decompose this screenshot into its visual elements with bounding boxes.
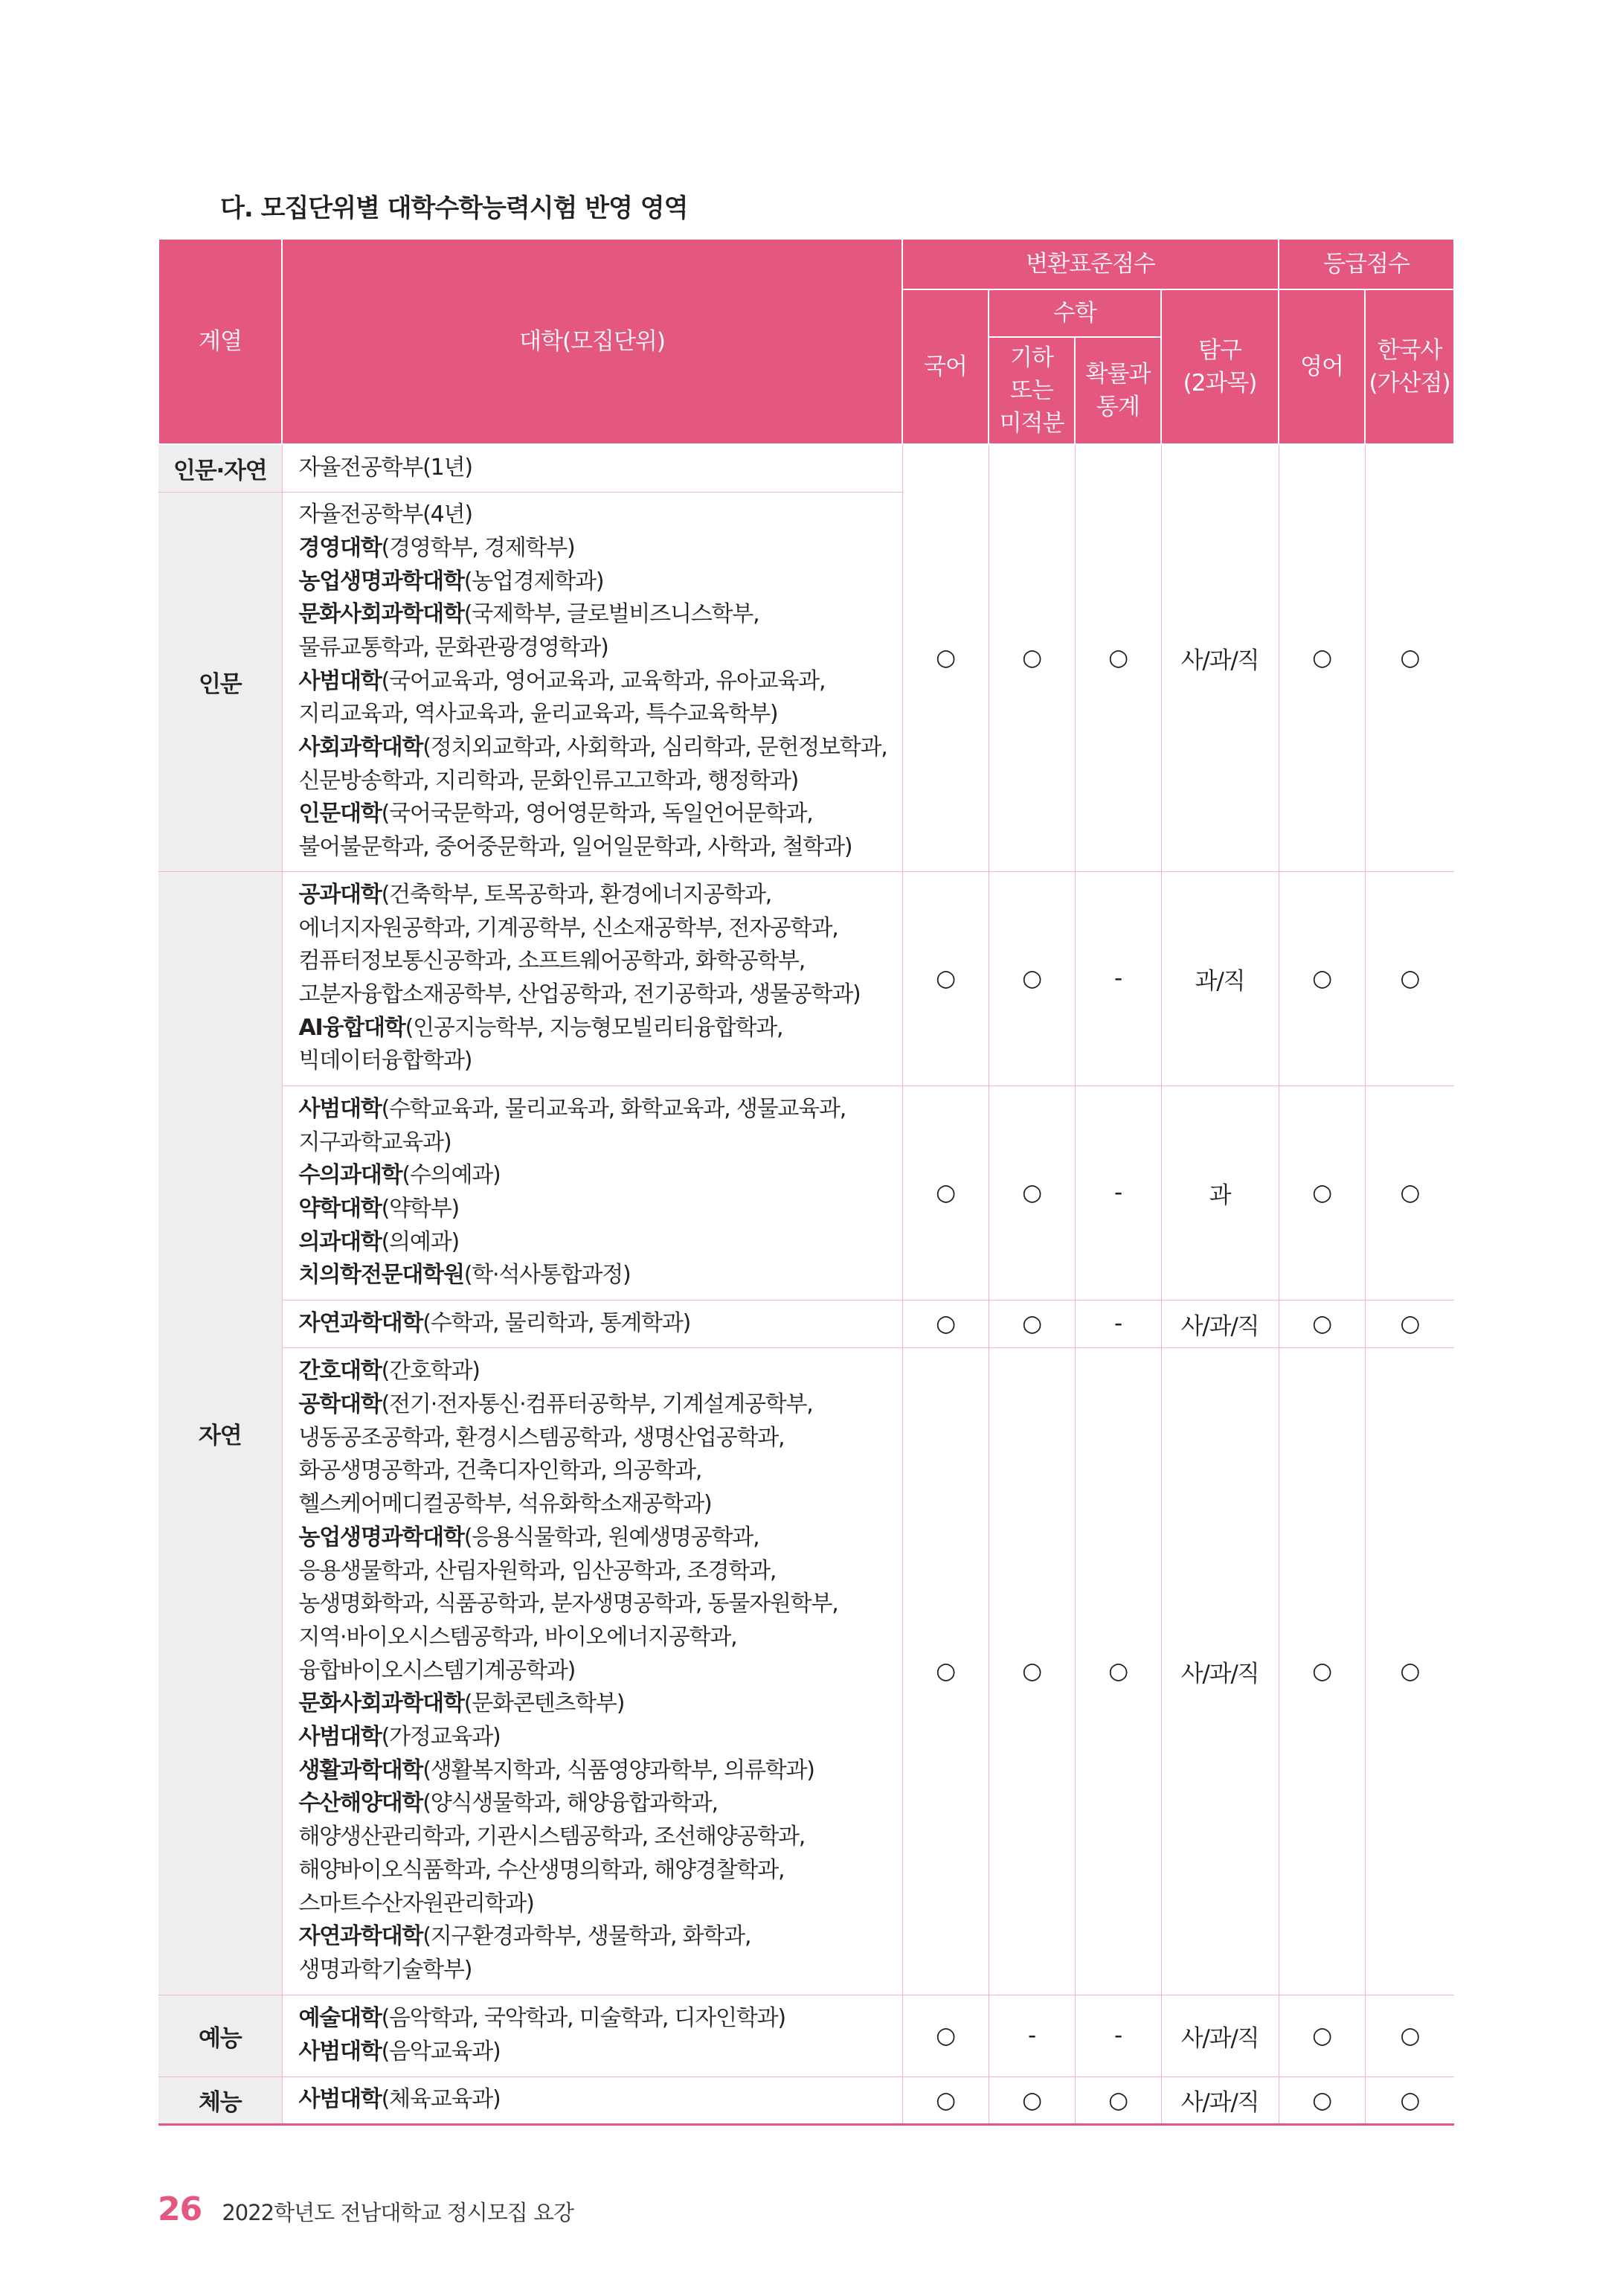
history-mark: ○ xyxy=(1365,1995,1454,2077)
department-list: 융합바이오시스템기계공학과) xyxy=(298,1657,576,1684)
math-geometry-mark: ○ xyxy=(989,444,1075,871)
college-line xyxy=(299,1787,898,1821)
college-line xyxy=(299,1920,898,1954)
header-english: 영어 xyxy=(1279,289,1365,444)
college-line xyxy=(299,2036,898,2069)
college-cell xyxy=(282,2077,902,2124)
inquiry-mark: 사/과/직 xyxy=(1161,1347,1279,1995)
college-name: 경영대학 xyxy=(298,534,382,561)
college-name: 예술대학 xyxy=(298,2005,382,2032)
college-name: 농업생명과학대학 xyxy=(298,568,464,594)
department-list: (지구환경과학부, 생물학과, 화학과, xyxy=(422,1923,751,1950)
header-std-score: 변환표준점수 xyxy=(902,239,1279,289)
college-line xyxy=(299,565,898,599)
table-row xyxy=(158,1995,1454,2077)
math-probability-mark: ○ xyxy=(1075,2077,1161,2124)
college-line xyxy=(299,1307,898,1341)
header-grade-score: 등급점수 xyxy=(1279,239,1454,289)
math-probability-mark: - xyxy=(1075,1086,1161,1300)
inquiry-mark: 과/직 xyxy=(1161,871,1279,1086)
college-name: 농업생명과학대학 xyxy=(298,1524,464,1551)
college-line xyxy=(299,798,898,831)
header-math-probability-line: 통계 xyxy=(1096,394,1140,420)
table-row xyxy=(158,871,1454,1086)
college-line xyxy=(299,452,898,485)
english-mark: ○ xyxy=(1279,1347,1365,1995)
header-math-geometry-line: 기하 xyxy=(1010,344,1053,371)
header-math-probability xyxy=(1075,337,1161,444)
college-name: 문화사회과학대학 xyxy=(298,601,464,628)
history-mark: ○ xyxy=(1365,444,1454,871)
department-list: (간호학과) xyxy=(381,1358,480,1385)
college-name: 수의과대학 xyxy=(298,1162,402,1189)
math-geometry-mark: ○ xyxy=(989,1347,1075,1995)
college-line xyxy=(299,1355,898,1388)
college-cell xyxy=(282,492,902,871)
inquiry-mark: 사/과/직 xyxy=(1161,444,1279,871)
college-name: 인문대학 xyxy=(298,801,382,827)
inquiry-mark: 사/과/직 xyxy=(1161,2077,1279,2124)
header-korean: 국어 xyxy=(902,289,989,444)
department-list: (전기·전자통신·컴퓨터공학부, 기계설계공학부, xyxy=(381,1391,813,1418)
department-list: (가정교육과) xyxy=(381,1724,501,1751)
department-list: 응용생물학과, 산림자원학과, 임산공학과, 조경학과, xyxy=(298,1557,777,1584)
college-name: 사범대학 xyxy=(298,1724,382,1751)
college-line xyxy=(299,1821,898,1854)
college-name: 수산해양대학 xyxy=(298,1790,423,1817)
department-list: (경영학부, 경제학부) xyxy=(381,534,575,561)
college-cell xyxy=(282,871,902,1086)
suneung-reflection-table xyxy=(158,238,1455,2126)
college-line xyxy=(299,1455,898,1488)
department-list: (국어교육과, 영어교육과, 교육학과, 유아교육과, xyxy=(381,667,826,694)
group-cell: 체능 xyxy=(158,2077,282,2124)
history-mark: ○ xyxy=(1365,871,1454,1086)
page-number: 26 xyxy=(158,2190,202,2228)
department-list: 에너지자원공학과, 기계공학부, 신소재공학부, 전자공학과, xyxy=(298,914,838,941)
korean-mark: ○ xyxy=(902,1347,989,1995)
department-list: 자율전공학부(4년) xyxy=(298,501,472,528)
inquiry-mark: 사/과/직 xyxy=(1161,1995,1279,2077)
department-list: (수학교육과, 물리교육과, 화학교육과, 생물교육과, xyxy=(381,1095,846,1122)
college-name: 간호대학 xyxy=(298,1358,382,1385)
math-probability-mark: - xyxy=(1075,1300,1161,1347)
college-line xyxy=(299,1126,898,1160)
header-inquiry-line: (2과목) xyxy=(1183,370,1257,397)
college-line xyxy=(299,1754,898,1788)
department-list: 물류교통학과, 문화관광경영학과) xyxy=(298,634,608,661)
footer-doc-title: 2022학년도 전남대학교 정시모집 요강 xyxy=(222,2200,573,2225)
history-mark: ○ xyxy=(1365,1086,1454,1300)
college-name: 문화사회과학대학 xyxy=(298,1690,464,1717)
college-cell xyxy=(282,1300,902,1347)
department-list: (체육교육과) xyxy=(381,2086,501,2113)
department-list: 고분자융합소재공학부, 산업공학과, 전기공학과, 생물공학과) xyxy=(298,981,861,1007)
group-cell: 인문·자연 xyxy=(158,444,282,492)
college-line xyxy=(299,1721,898,1754)
department-list: 신문방송학과, 지리학과, 문화인류고고학과, 행정학과) xyxy=(298,767,799,794)
department-list: 지구과학교육과) xyxy=(298,1129,451,1155)
math-geometry-mark: ○ xyxy=(989,871,1075,1086)
math-geometry-mark: ○ xyxy=(989,1086,1075,1300)
college-line xyxy=(299,1259,898,1292)
college-name: 공학대학 xyxy=(298,1391,382,1418)
college-line xyxy=(299,1093,898,1126)
department-list: (음악교육과) xyxy=(381,2039,501,2065)
department-list: (수학과, 물리학과, 통계학과) xyxy=(422,1309,691,1336)
department-list: (의예과) xyxy=(381,1228,459,1255)
college-name: 자연과학대학 xyxy=(298,1923,423,1950)
header-history-line: (가산점) xyxy=(1369,370,1450,397)
college-line xyxy=(299,1159,898,1193)
department-list: (농업경제학과) xyxy=(463,568,604,594)
group-cell: 자연 xyxy=(158,871,282,1995)
korean-mark: ○ xyxy=(902,1300,989,1347)
college-name: 사범대학 xyxy=(298,667,382,694)
college-line xyxy=(299,1193,898,1226)
section-title: 다. 모집단위별 대학수학능력시험 반영 영역 xyxy=(220,193,688,223)
college-name: AI융합대학 xyxy=(298,1014,405,1041)
college-line xyxy=(299,978,898,1012)
college-line xyxy=(299,1655,898,1688)
department-list: 빅데이터융합학과) xyxy=(298,1048,472,1074)
college-line xyxy=(299,1621,898,1655)
header-inquiry-line: 탐구 xyxy=(1198,337,1241,364)
header-college: 대학(모집단위) xyxy=(282,239,902,444)
english-mark: ○ xyxy=(1279,2077,1365,2124)
college-line xyxy=(299,1854,898,1888)
department-list: 화공생명공학과, 건축디자인학과, 의공학과, xyxy=(298,1458,702,1484)
department-list: 지리교육과, 역사교육과, 윤리교육과, 특수교육학부) xyxy=(298,701,778,728)
math-probability-mark: ○ xyxy=(1075,444,1161,871)
college-line xyxy=(299,498,898,532)
table-row xyxy=(158,1086,1454,1300)
korean-mark: ○ xyxy=(902,2077,989,2124)
header-math-probability-line: 확률과 xyxy=(1085,361,1151,388)
department-list: (국어국문학과, 영어영문학과, 독일언어문학과, xyxy=(381,801,813,827)
english-mark: ○ xyxy=(1279,1995,1365,2077)
department-list: (인공지능학부, 지능형모빌리티융합학과, xyxy=(405,1014,783,1041)
history-mark: ○ xyxy=(1365,1347,1454,1995)
header-math: 수학 xyxy=(989,289,1161,337)
college-name: 사범대학 xyxy=(298,2039,382,2065)
college-line xyxy=(299,532,898,565)
department-list: 해양바이오식품학과, 수산생명의학과, 해양경찰학과, xyxy=(298,1856,785,1883)
header-math-geometry xyxy=(989,337,1075,444)
department-list: 생명과학기술학부) xyxy=(298,1956,472,1983)
college-line xyxy=(299,1555,898,1588)
english-mark: ○ xyxy=(1279,1300,1365,1347)
college-line xyxy=(299,1954,898,1987)
header-group: 계열 xyxy=(158,239,282,444)
college-line xyxy=(299,1045,898,1078)
department-list: (양식생물학과, 해양융합과학과, xyxy=(422,1790,718,1817)
department-list: (음악학과, 국악학과, 미술학과, 디자인학과) xyxy=(381,2005,785,2032)
math-geometry-mark: ○ xyxy=(989,1300,1075,1347)
department-list: 불어불문학과, 중어중문학과, 일어일문학과, 사학과, 철학과) xyxy=(298,834,852,861)
header-math-geometry-line: 또는 xyxy=(1010,377,1053,404)
college-line xyxy=(299,1888,898,1921)
department-list: (정치외교학과, 사회학과, 심리학과, 문헌정보학과, xyxy=(422,734,887,761)
math-geometry-mark: - xyxy=(989,1995,1075,2077)
college-line xyxy=(299,831,898,865)
inquiry-mark: 사/과/직 xyxy=(1161,1300,1279,1347)
math-probability-mark: ○ xyxy=(1075,1347,1161,1995)
english-mark: ○ xyxy=(1279,871,1365,1086)
korean-mark: ○ xyxy=(902,444,989,871)
college-name: 생활과학대학 xyxy=(298,1757,423,1783)
math-geometry-mark: ○ xyxy=(989,2077,1075,2124)
group-cell: 인문 xyxy=(158,492,282,871)
department-list: 지역·바이오시스템공학과, 바이오에너지공학과, xyxy=(298,1623,737,1650)
group-cell: 예능 xyxy=(158,1995,282,2077)
college-line xyxy=(299,1226,898,1260)
department-list: (국제학부, 글로벌비즈니스학부, xyxy=(463,601,759,628)
college-name: 의과대학 xyxy=(298,1228,382,1255)
table-row xyxy=(158,1300,1454,1347)
department-list: (학·석사통합과정) xyxy=(463,1262,631,1289)
college-line xyxy=(299,1388,898,1422)
department-list: (생활복지학과, 식품영양과학부, 의류학과) xyxy=(422,1757,814,1783)
department-list: 냉동공조공학과, 환경시스템공학과, 생명산업공학과, xyxy=(298,1424,785,1451)
college-line xyxy=(299,665,898,699)
inquiry-mark: 과 xyxy=(1161,1086,1279,1300)
college-cell xyxy=(282,444,902,492)
college-cell xyxy=(282,1086,902,1300)
department-list: 헬스케어메디컬공학부, 석유화학소재공학과) xyxy=(298,1491,712,1518)
history-mark: ○ xyxy=(1365,2077,1454,2124)
table-row xyxy=(158,444,1454,492)
korean-mark: ○ xyxy=(902,1086,989,1300)
college-name: 공과대학 xyxy=(298,881,382,908)
header-history xyxy=(1365,289,1454,444)
department-list: 컴퓨터정보통신공학과, 소프트웨어공학과, 화학공학부, xyxy=(298,948,806,975)
department-list: (문화콘텐츠학부) xyxy=(463,1690,625,1717)
college-line xyxy=(299,945,898,978)
table-row xyxy=(158,1347,1454,1995)
college-line xyxy=(299,731,898,765)
math-probability-mark: - xyxy=(1075,871,1161,1086)
college-line xyxy=(299,765,898,798)
english-mark: ○ xyxy=(1279,1086,1365,1300)
college-name: 약학대학 xyxy=(298,1196,382,1222)
college-line xyxy=(299,598,898,632)
department-list: (건축학부, 토목공학과, 환경에너지공학과, xyxy=(381,881,772,908)
college-line xyxy=(299,2083,898,2117)
college-line xyxy=(299,2002,898,2036)
department-list: 스마트수산자원관리학과) xyxy=(298,1890,534,1917)
header-inquiry xyxy=(1161,289,1279,444)
college-line xyxy=(299,632,898,665)
college-cell xyxy=(282,1995,902,2077)
college-line xyxy=(299,1687,898,1721)
department-list: 해양생산관리학과, 기관시스템공학과, 조선해양공학과, xyxy=(298,1824,806,1850)
english-mark: ○ xyxy=(1279,444,1365,871)
college-line xyxy=(299,1588,898,1621)
college-name: 치의학전문대학원 xyxy=(298,1262,464,1289)
page-footer xyxy=(158,2190,573,2228)
college-name: 사회과학대학 xyxy=(298,734,423,761)
college-name: 자연과학대학 xyxy=(298,1309,423,1336)
college-line xyxy=(299,1521,898,1555)
college-line xyxy=(299,698,898,731)
header-math-geometry-line: 미적분 xyxy=(999,410,1064,437)
college-line xyxy=(299,879,898,912)
college-line xyxy=(299,1012,898,1045)
department-list: (수의예과) xyxy=(402,1162,501,1189)
college-name: 사범대학 xyxy=(298,2086,382,2113)
department-list: (응용식물학과, 원예생명공학과, xyxy=(463,1524,759,1551)
korean-mark: ○ xyxy=(902,871,989,1086)
college-cell xyxy=(282,1347,902,1995)
college-line xyxy=(299,912,898,946)
math-probability-mark: - xyxy=(1075,1995,1161,2077)
department-list: 자율전공학부(1년) xyxy=(298,454,472,481)
department-list: (약학부) xyxy=(381,1196,459,1222)
history-mark: ○ xyxy=(1365,1300,1454,1347)
korean-mark: ○ xyxy=(902,1995,989,2077)
department-list: 농생명화학과, 식품공학과, 분자생명공학과, 동물자원학부, xyxy=(298,1591,838,1617)
header-history-line: 한국사 xyxy=(1377,337,1442,364)
college-line xyxy=(299,1422,898,1455)
table-row xyxy=(158,2077,1454,2124)
college-line xyxy=(299,1488,898,1521)
college-name: 사범대학 xyxy=(298,1095,382,1122)
